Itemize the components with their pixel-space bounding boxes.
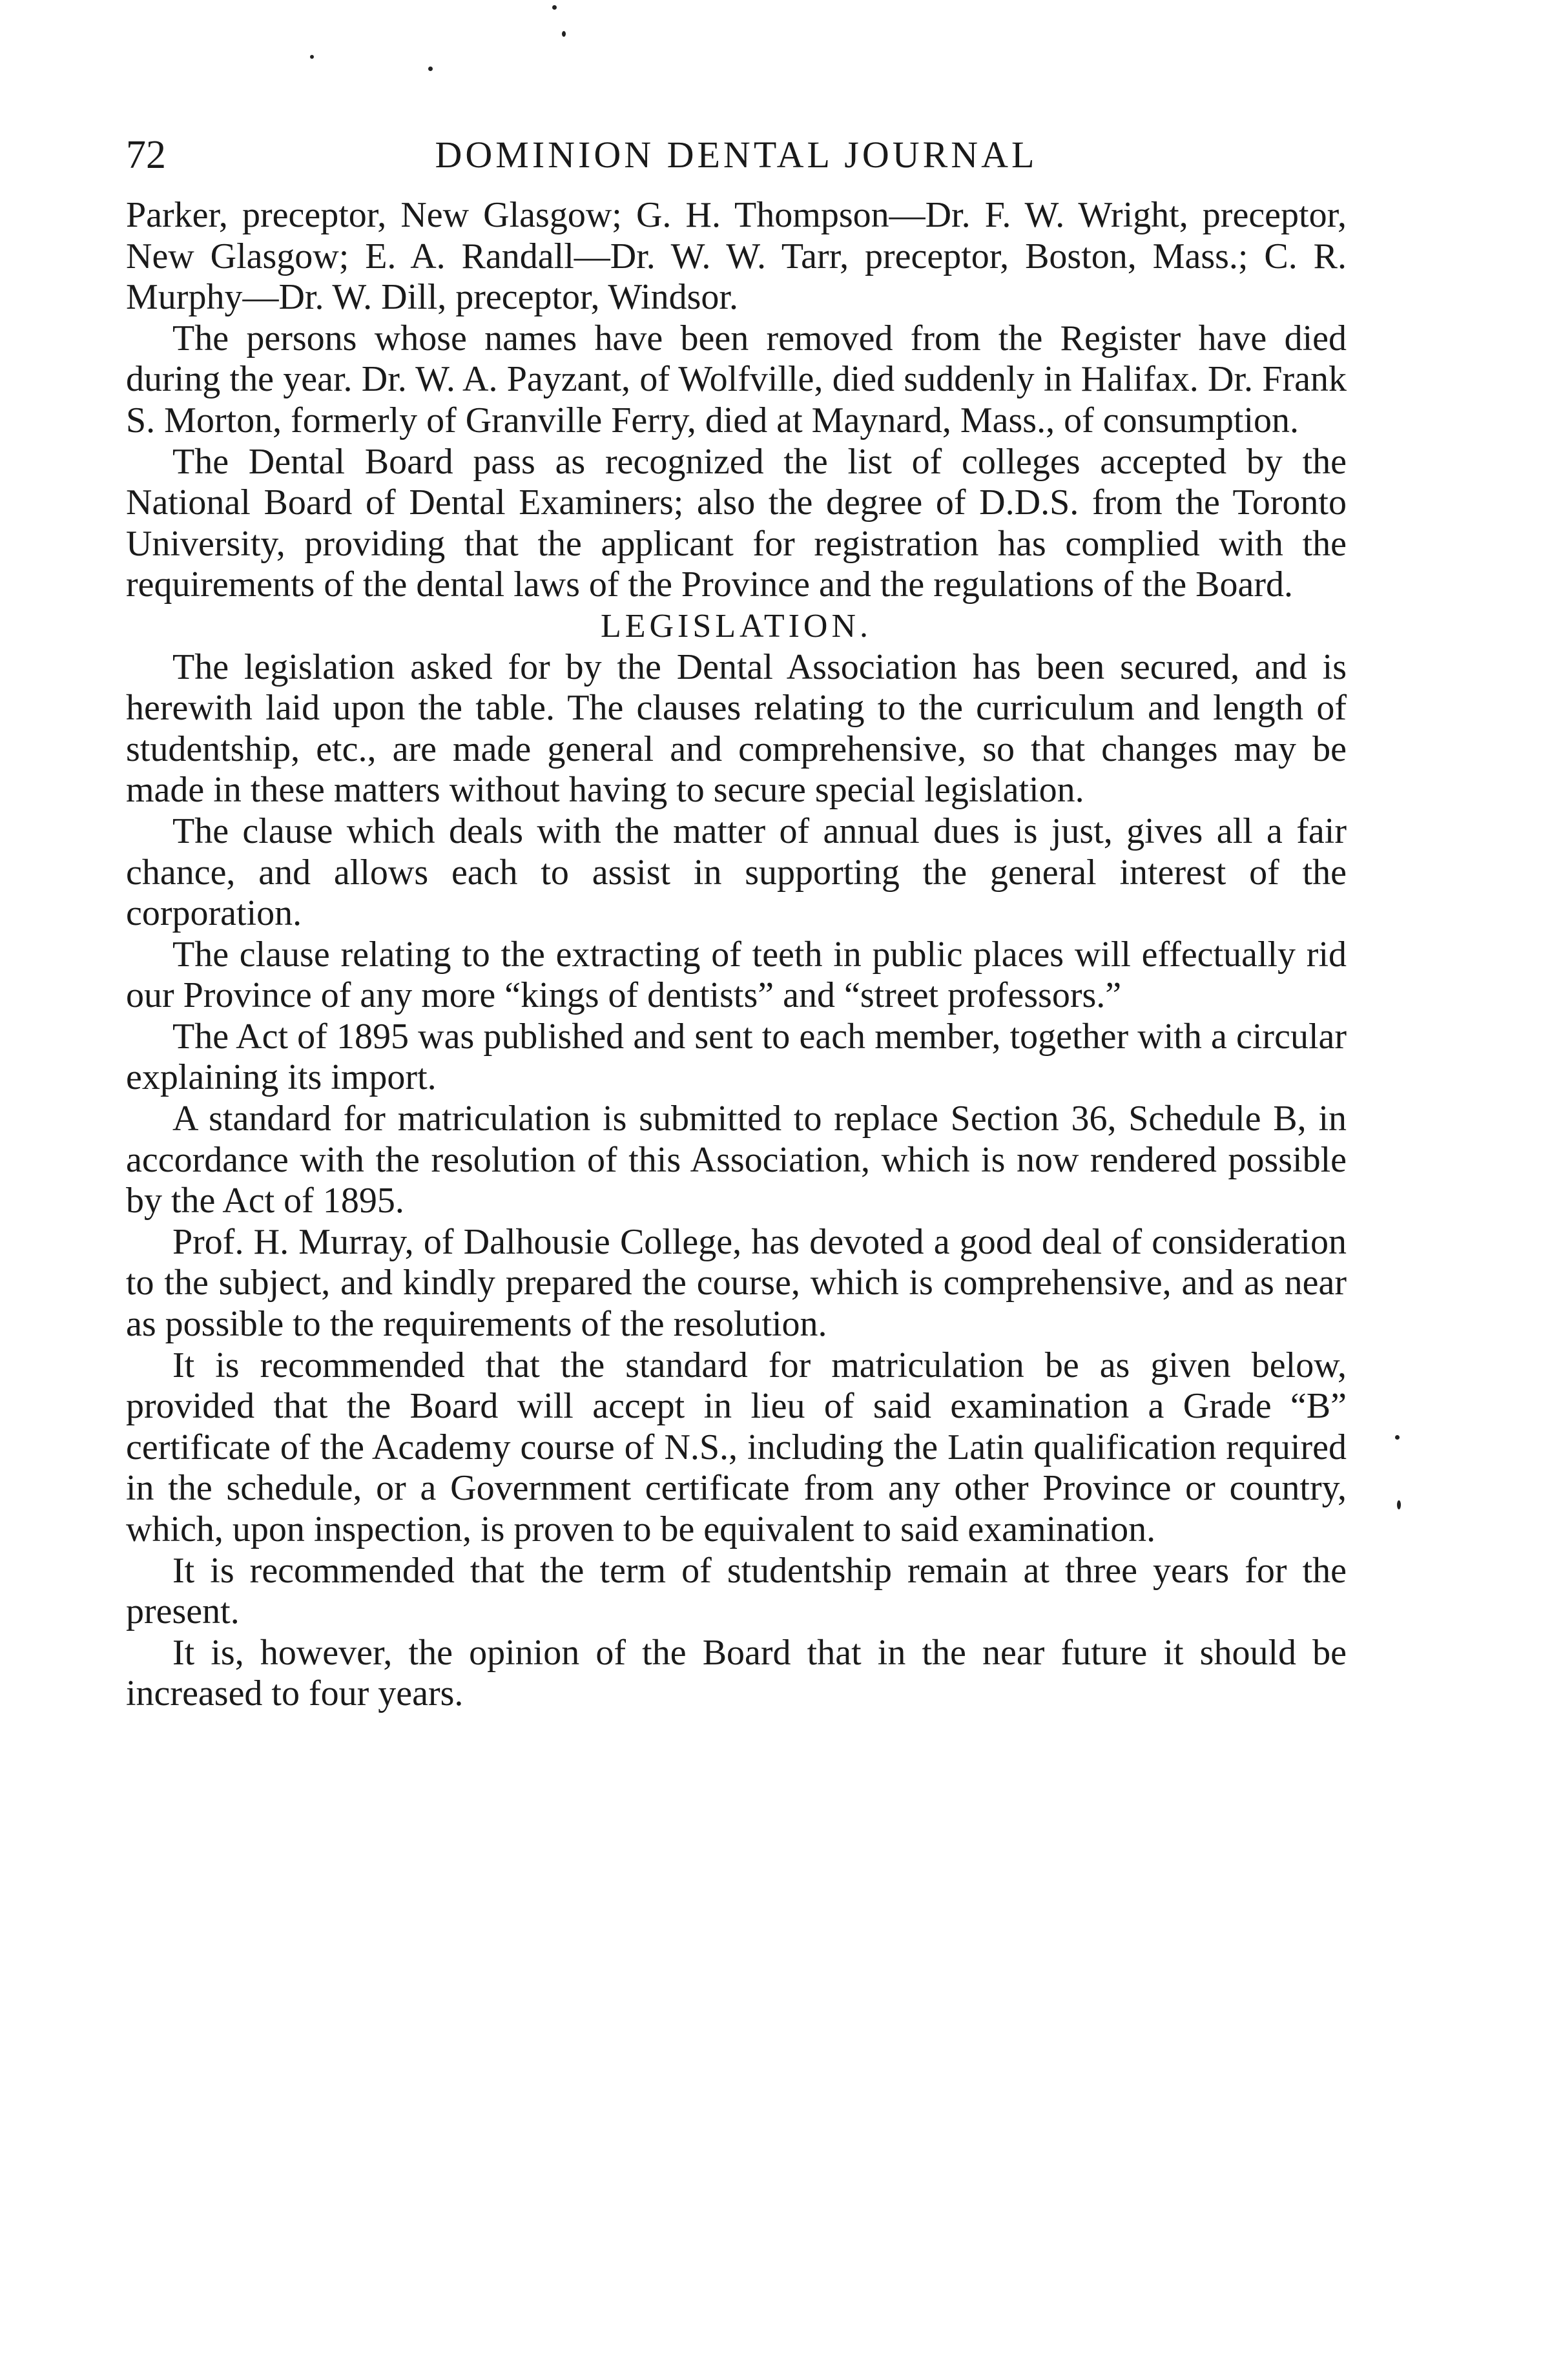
paragraph: The clause relating to the extracting of teeth in public places will effectually rid our Province of any more “kings of dentists” and “street professors.” xyxy=(126,934,1347,1016)
paragraph: It is recommended that the standard for matriculation be as given below, provided that the Board will accept in lieu of said examination a Grade “B” certificate of the Academy course of N.S., including the Latin qualification required in the schedule, or a Government certificate from any other Province or country, which, upon inspection, is proven to be equivalent to said examination. xyxy=(126,1345,1347,1549)
paragraph: The Dental Board pass as recognized the list of colleges accepted by the National Board of Dental Examiners; also the degree of D.D.S. from the Toronto University, providing that the applicant for registration has complied with the requirements of the dental laws of the Province and the regulations of the Board. xyxy=(126,441,1347,605)
opening-paragraph: Parker, preceptor, New Glasgow; G. H. Thompson—Dr. F. W. Wright, preceptor, New Glasgow; E. A. Randall—Dr. W. W. Tarr, preceptor, Boston, Mass.; C. R. Murphy—Dr. W. Dill, preceptor, Windsor. xyxy=(126,195,1347,318)
page-number: 72 xyxy=(126,133,166,177)
paragraph: It is, however, the opinion of the Board that in the near future it should be increased to four years. xyxy=(126,1632,1347,1714)
scan-speck xyxy=(552,5,557,10)
scan-speck xyxy=(310,55,314,59)
scan-speck xyxy=(1397,1500,1401,1509)
paragraph: The clause which deals with the matter of annual dues is just, gives all a fair chance, and allows each to assist in supporting the general interest of the corporation. xyxy=(126,811,1347,934)
paragraph: Prof. H. Murray, of Dalhousie College, has devoted a good deal of consideration to the subject, and kindly prepared the course, which is comprehensive, and as near as possible to the requirements of the resolution. xyxy=(126,1221,1347,1345)
section-heading: LEGISLATION. xyxy=(600,607,873,645)
paragraph: The Act of 1895 was published and sent to each member, together with a circular explaining its import. xyxy=(126,1016,1347,1098)
paragraph: It is recommended that the term of studentship remain at three years for the present. xyxy=(126,1550,1347,1632)
scan-speck xyxy=(428,67,433,71)
paragraph: The persons whose names have been removed from the Register have died during the year. Dr. W. A. Payzant, of Wolfville, died suddenly in Halifax. Dr. Frank S. Morton, formerly of Granville Ferry, died at Maynard, Mass., of consumption. xyxy=(126,318,1347,440)
paragraph: The legislation asked for by the Dental Association has been secured, and is herewith laid upon the table. The clauses relating to the curriculum and length of studentship, etc., are made general and comprehensive, so that changes may be made in these matters without having to secure special legislation. xyxy=(126,647,1347,811)
running-head: DOMINION DENTAL JOURNAL xyxy=(435,134,1038,176)
article-body xyxy=(126,195,1347,1715)
paragraph: A standard for matriculation is submitted to replace Section 36, Schedule B, in accordance with the resolution of this Association, which is now rendered possible by the Act of 1895. xyxy=(126,1099,1347,1221)
scan-speck xyxy=(1395,1435,1400,1440)
page-header xyxy=(126,129,1347,181)
scan-speck xyxy=(562,31,566,37)
